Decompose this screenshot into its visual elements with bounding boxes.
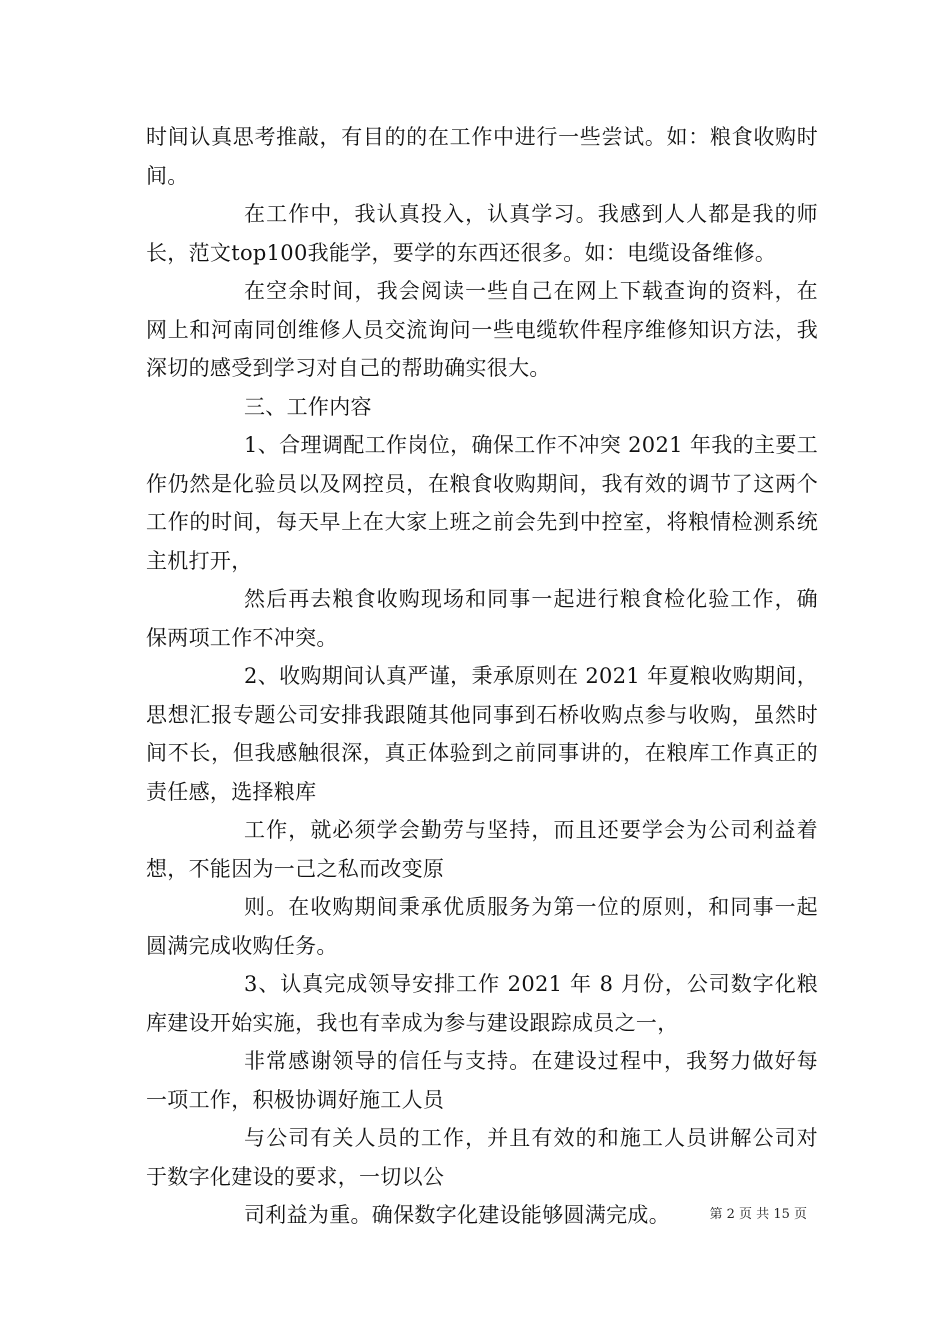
paragraph: 司利益为重。确保数字化建设能够圆满完成。 bbox=[244, 1203, 670, 1227]
paragraph: 1、合理调配工作岗位，确保工作不冲突 2021 年我的主要工作仍然是化验员以及网控员，在粮食收购期间，我有效的调节了这两个工作的时间，每天早上在大家上班之前会先到中控室，将粮情检测系统主机打开， bbox=[146, 433, 818, 573]
paragraph: 时间认真思考推敲，有目的的在工作中进行一些尝试。如：粮食收购时间。 bbox=[146, 125, 818, 188]
paragraph: 与公司有关人员的工作，并且有效的和施工人员讲解公司对于数字化建设的要求，一切以公 bbox=[146, 1126, 818, 1189]
paragraph: 2、收购期间认真严谨，秉承原则在 2021 年夏粮收购期间，思想汇报专题公司安排我跟随其他同事到石桥收购点参与收购，虽然时间不长，但我感触很深，真正体验到之前同事讲的，在粮库工作真正的责任感，选择粮库 bbox=[146, 664, 818, 804]
page-number-footer: 第 2 页 共 15 页 bbox=[709, 1207, 807, 1222]
paragraph: 工作，就必须学会勤劳与坚持，而且还要学会为公司利益着想，不能因为一己之私而改变原 bbox=[146, 818, 818, 881]
paragraph: 3、认真完成领导安排工作 2021 年 8 月份，公司数字化粮库建设开始实施，我也有幸成为参与建设跟踪成员之一， bbox=[146, 972, 818, 1035]
paragraph: 然后再去粮食收购现场和同事一起进行粮食检化验工作，确保两项工作不冲突。 bbox=[146, 587, 818, 650]
paragraph: 在工作中，我认真投入，认真学习。我感到人人都是我的师长，范文top100我能学，要学的东西还很多。如：电缆设备维修。 bbox=[146, 202, 818, 265]
paragraph: 非常感谢领导的信任与支持。在建设过程中，我努力做好每一项工作，积极协调好施工人员 bbox=[146, 1049, 818, 1112]
document-body bbox=[146, 118, 818, 1235]
paragraph: 则。在收购期间秉承优质服务为第一位的原则，和同事一起圆满完成收购任务。 bbox=[146, 895, 818, 958]
paragraph: 在空余时间，我会阅读一些自己在网上下载查询的资料，在网上和河南同创维修人员交流询问一些电缆软件程序维修知识方法，我深切的感受到学习对自己的帮助确实很大。 bbox=[146, 279, 818, 380]
section-heading: 三、工作内容 bbox=[244, 394, 372, 419]
